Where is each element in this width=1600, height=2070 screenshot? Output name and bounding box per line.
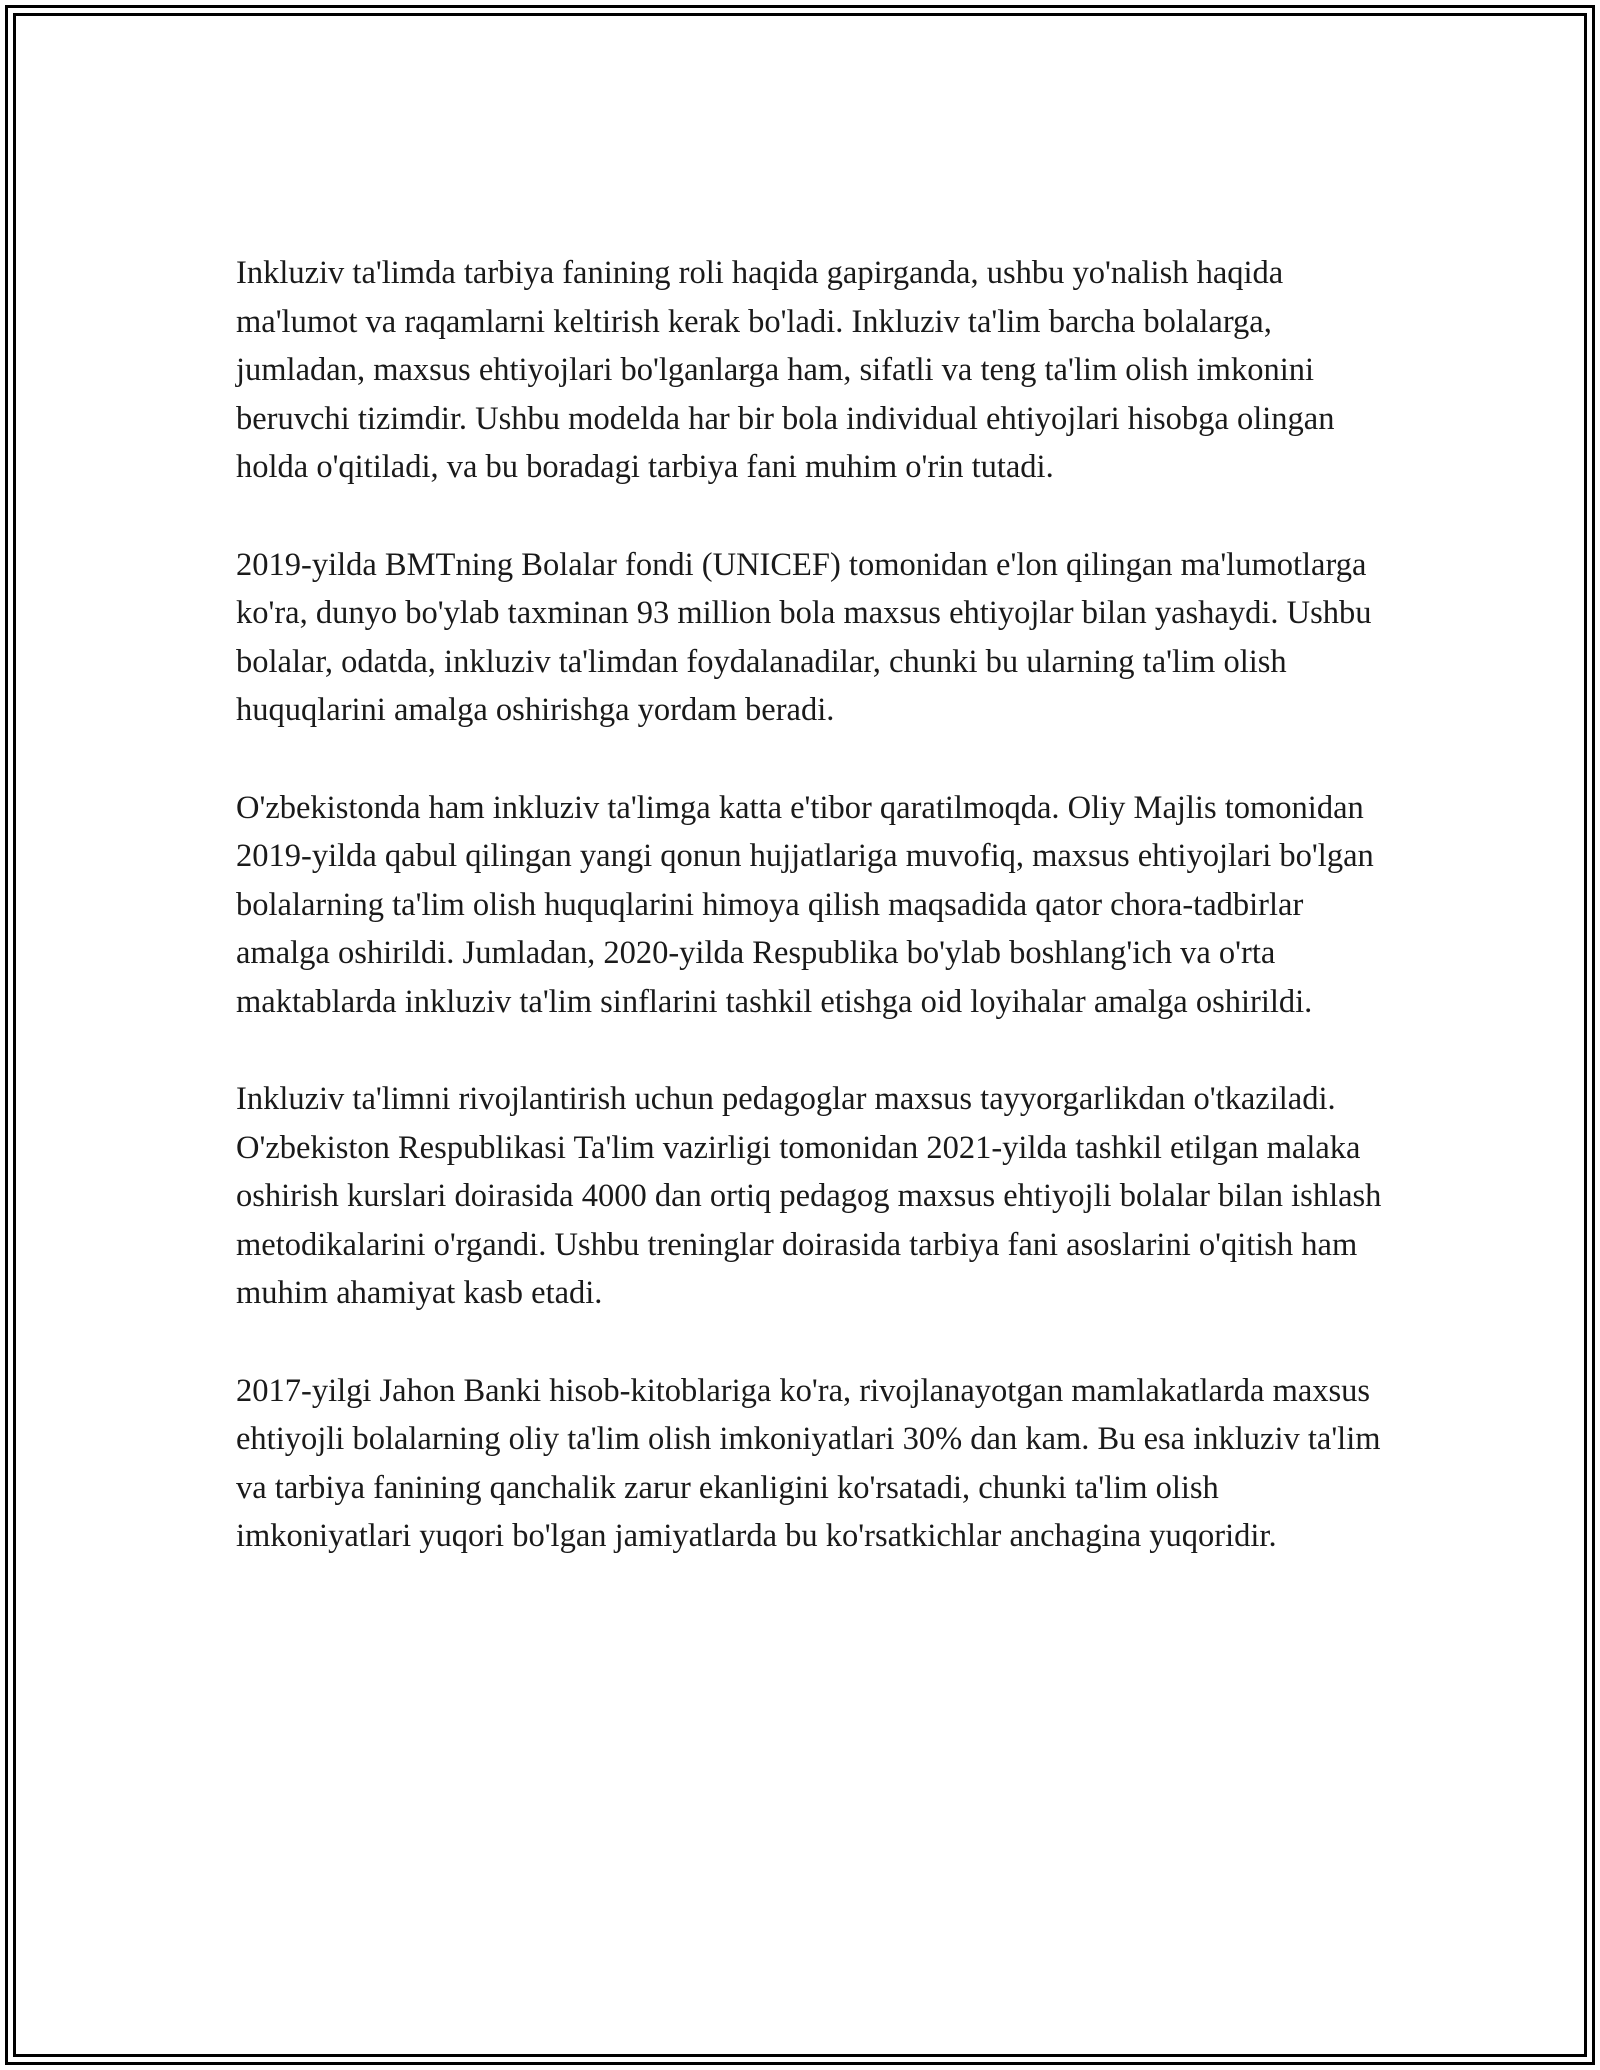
paragraph-intro: Inkluziv ta'limda tarbiya fanining roli haqida gapirganda, ushbu yo'nalish haqida ma'lumot va raqamlarni keltirish kerak bo'ladi. Inkluziv ta'lim barcha bolalarga, jumladan, maxsus ehtiyojlari bo'lganlarga ham, sifatli va teng ta'lim olish imkonini beruvchi tizimdir. Ushbu modelda har bir bola individual ehtiyojlari hisobga olingan holda o'qitiladi, va bu boradagi tarbiya fani muhim o'rin tutadi.	[236, 255, 1335, 486]
document-body	[236, 249, 1386, 1561]
paragraph-teacher-training: Inkluziv ta'limni rivojlantirish uchun pedagoglar maxsus tayyorgarlikdan o'tkaziladi. O'zbekiston Respublikasi Ta'lim vazirligi tomonidan 2021-yilda tashkil etilgan malaka oshirish kurslari doirasida 4000 dan ortiq pedagog maxsus ehtiyojli bolalar bilan ishlash metodikalarini o'rgandi. Ushbu treninglar doirasida tarbiya fani asoslarini o'qitish ham muhim ahamiyat kasb etadi.	[236, 1081, 1382, 1312]
paragraph-uzbekistan: O'zbekistonda ham inkluziv ta'limga katta e'tibor qaratilmoqda. Oliy Majlis tomonidan 2019-yilda qabul qilingan yangi qonun hujjatlariga muvofiq, maxsus ehtiyojlari bo'lgan bolalarning ta'lim olish huquqlarini himoya qilish maqsadida qator chora-tadbirlar amalga oshirildi. Jumladan, 2020-yilda Respublika bo'ylab boshlang'ich va o'rta maktablarda inkluziv ta'lim sinflarini tashkil etishga oid loyihalar amalga oshirildi.	[236, 789, 1374, 1020]
paragraph-unicef: 2019-yilda BMTning Bolalar fondi (UNICEF) tomonidan e'lon qilingan ma'lumotlarga ko'ra, dunyo bo'ylab taxminan 93 million bola maxsus ehtiyojlar bilan yashaydi. Ushbu bolalar, odatda, inkluziv ta'limdan foydalanadilar, chunki bu ularning ta'lim olish huquqlarini amalga oshirishga yordam beradi.	[236, 546, 1372, 729]
paragraph-world-bank: 2017-yilgi Jahon Banki hisob-kitoblariga ko'ra, rivojlanayotgan mamlakatlarda maxsus ehtiyojli bolalarning oliy ta'lim olish imkoniyatlari 30% dan kam. Bu esa inkluziv ta'lim va tarbiya fanining qanchalik zarur ekanligini ko'rsatadi, chunki ta'lim olish imkoniyatlari yuqori bo'lgan jamiyatlarda bu ko'rsatkichlar anchagina yuqoridir.	[236, 1372, 1381, 1555]
